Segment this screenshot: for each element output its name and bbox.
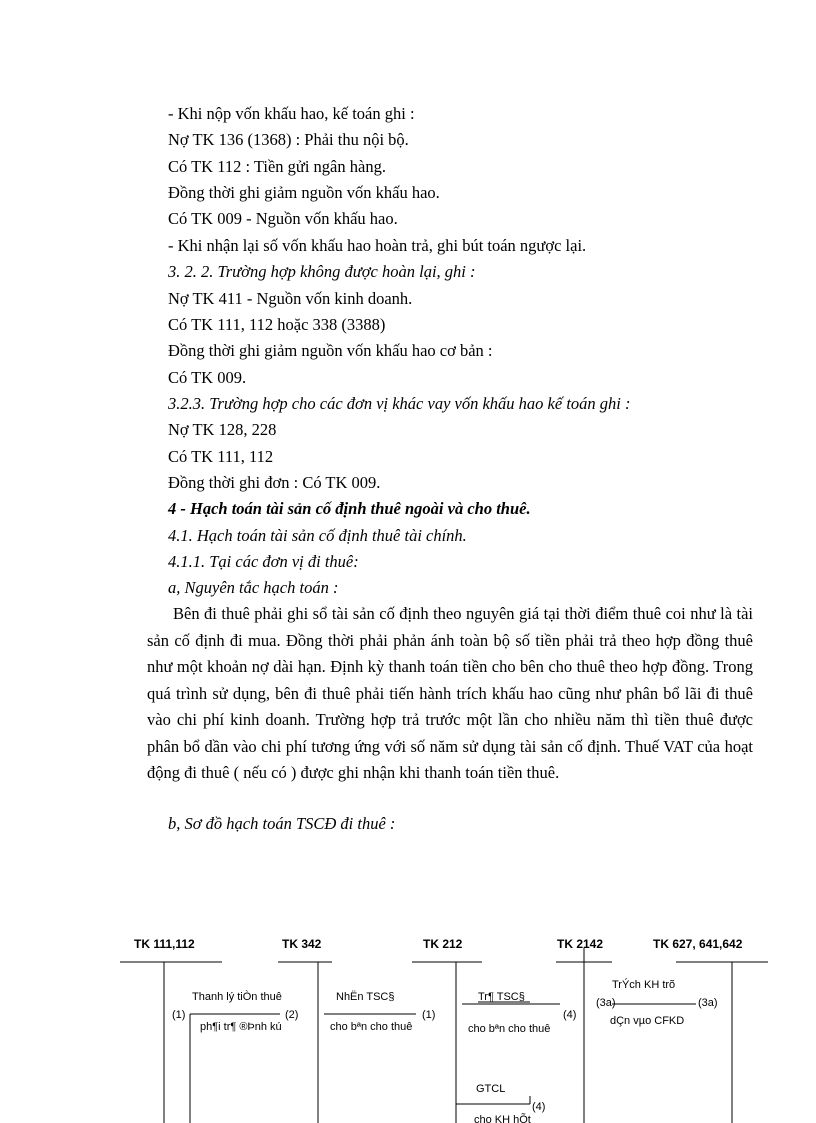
label-step-1a: (1)	[172, 1009, 186, 1021]
text-line: - Khi nộp vốn khấu hao, kế toán ghi :	[168, 104, 415, 123]
label-nhan-tscd: NhËn TSC§	[336, 991, 395, 1003]
label-thanh-ly: Thanh lý tiÒn thuê	[192, 991, 282, 1003]
label-cho-ben-cho-thue-1: cho bªn cho thuê	[330, 1021, 413, 1033]
subheading-diagram: b, Sơ đồ hạch toán TSCĐ đi thuê :	[168, 814, 396, 833]
label-gtcl: GTCL	[476, 1083, 506, 1095]
text-line: 3. 2. 2. Trường hợp không được hoàn lại, ghi :	[168, 262, 476, 281]
text-line: 4.1.1. Tại các đơn vị đi thuê:	[168, 552, 359, 571]
label-step-4b: (4)	[532, 1101, 546, 1113]
accounting-diagram	[0, 930, 816, 1123]
label-step-3a-right: (3a)	[698, 997, 718, 1009]
account-tk2142: TK 2142	[557, 937, 604, 951]
t-account-lines	[120, 948, 768, 1123]
text-line: Có TK 112 : Tiền gửi ngân hàng.	[168, 157, 386, 176]
text-line: Nợ TK 128, 228	[168, 420, 277, 439]
account-tk111-112: TK 111,112	[134, 937, 195, 951]
label-cho-kh-het: cho KH hÕt	[474, 1114, 531, 1123]
text-line: Có TK 009 - Nguồn vốn khấu hao.	[168, 209, 398, 228]
text-line: Nợ TK 411 - Nguồn vốn kinh doanh.	[168, 289, 413, 308]
text-line: - Khi nhận lại số vốn khấu hao hoàn trả, ghi bút toán ngược lại.	[168, 236, 587, 255]
label-step-1b: (1)	[422, 1009, 436, 1021]
label-tra-tscd: Tr¶ TSC§	[478, 991, 525, 1003]
label-step-3a-left: (3a)	[596, 997, 616, 1009]
account-tk212: TK 212	[423, 937, 463, 951]
label-dan-vao-cfkd: dÇn vµo CFKD	[610, 1015, 685, 1027]
label-step-2: (2)	[285, 1009, 299, 1021]
text-line: Nợ TK 136 (1368) : Phải thu nội bộ.	[168, 130, 409, 149]
text-line: Đồng thời ghi đơn : Có TK 009.	[168, 473, 381, 492]
label-phai-tra: ph¶i tr¶ ®Þnh kú	[200, 1021, 282, 1033]
label-cho-ben-cho-thue-2: cho bªn cho thuê	[468, 1023, 551, 1035]
text-line: a, Nguyên tắc hạch toán :	[168, 578, 339, 597]
text-line: Có TK 009.	[168, 368, 247, 387]
text-line: 4 - Hạch toán tài sản cố định thuê ngoài và cho thuê.	[168, 499, 531, 518]
text-line: Có TK 111, 112 hoặc 338 (3388)	[168, 315, 386, 334]
label-trich-kh: TrÝch KH trõ	[612, 979, 676, 991]
account-tk627-641-642: TK 627, 641,642	[653, 937, 743, 951]
paragraph-text: Bên đi thuê phải ghi sổ tài sản cố định theo nguyên giá tại thời điểm thuê coi như là tài sản cố định đi mua. Đồng thời phải phản ánh toàn bộ số tiền phải trả theo hợp đồng thuê như một khoản nợ dài hạn. Định kỳ thanh toán tiền cho bên cho thuê theo hợp đồng. Trong quá trình sử dụng, bên đi thuê phải tiến hành trích khấu hao cũng như phân bổ lãi đi thuê vào chi phí kinh doanh. Trường hợp trả trước một lần cho nhiều năm thì tiền thuê được phân bổ dần vào chi phí tương ứng với số năm sử dụng tài sản cố định. Thuế VAT của hoạt động đi thuê ( nếu có ) được ghi nhận khi thanh toán tiền thuê.	[147, 604, 753, 782]
text-line: 3.2.3. Trường hợp cho các đơn vị khác vay vốn khấu hao kế toán ghi :	[168, 394, 631, 413]
paragraph-principle	[147, 601, 753, 787]
text-line: Đồng thời ghi giảm nguồn vốn khấu hao cơ bản :	[168, 341, 493, 360]
text-line: Đồng thời ghi giảm nguồn vốn khấu hao.	[168, 183, 440, 202]
account-tk342: TK 342	[282, 937, 322, 951]
label-step-4a: (4)	[563, 1009, 577, 1021]
text-line: Có TK 111, 112	[168, 447, 274, 466]
text-line: 4.1. Hạch toán tài sản cố định thuê tài chính.	[168, 526, 467, 545]
